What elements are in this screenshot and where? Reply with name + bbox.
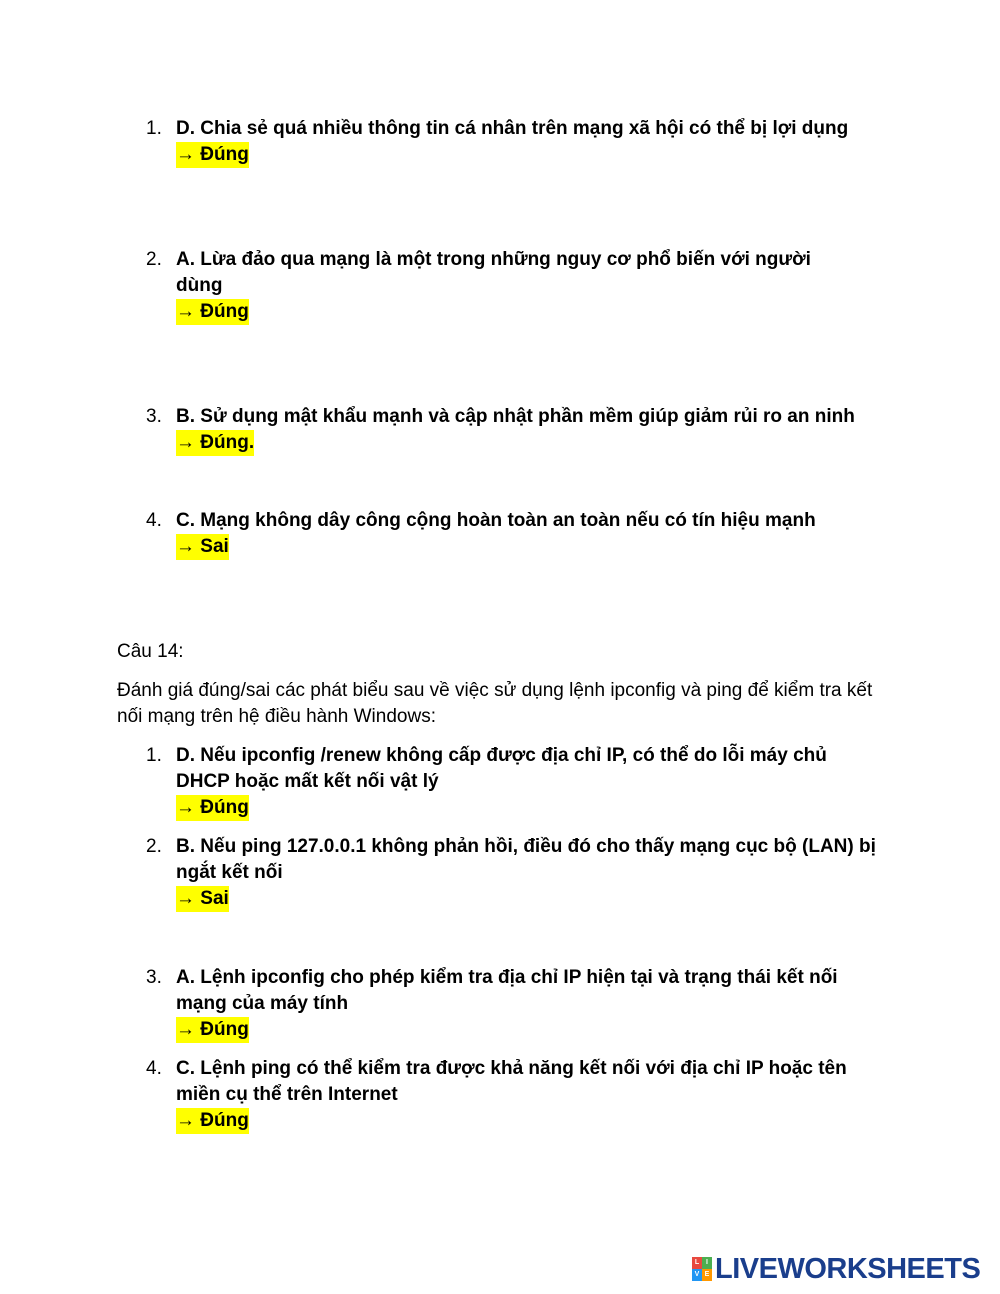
item-number: 3. xyxy=(146,406,162,427)
question-title: Câu 14: xyxy=(117,641,184,662)
item-number: 2. xyxy=(146,249,162,270)
answer-highlight: → Đúng xyxy=(176,299,249,325)
item-body xyxy=(176,247,856,325)
item-number: 4. xyxy=(146,510,162,531)
answer-highlight: → Đúng xyxy=(176,142,249,168)
logo-mark-letter: L xyxy=(692,1257,702,1269)
logo-mark-letter: E xyxy=(702,1269,712,1281)
answer-highlight: → Đúng. xyxy=(176,430,254,456)
statement-text: C. Lệnh ping có thể kiểm tra được khả năng kết nối với địa chỉ IP hoặc tên miền cụ thể trên Internet xyxy=(176,1058,847,1105)
item-body xyxy=(176,116,896,168)
question-prompt: Đánh giá đúng/sai các phát biểu sau về việc sử dụng lệnh ipconfig và ping để kiểm tra kết nối mạng trên hệ điều hành Windows: xyxy=(117,680,873,727)
item-body xyxy=(176,1056,876,1134)
item-body xyxy=(176,965,866,1043)
answer-highlight: → Đúng xyxy=(176,1017,249,1043)
answer-highlight: → Sai xyxy=(176,534,229,560)
liveworksheets-logo xyxy=(692,1254,980,1284)
logo-text: LIVEWORKSHEETS xyxy=(715,1252,981,1285)
logo-mark-letter: V xyxy=(692,1269,702,1281)
statement-text: A. Lừa đảo qua mạng là một trong những nguy cơ phổ biến với người dùng xyxy=(176,249,811,296)
item-body xyxy=(176,404,896,456)
item-number: 2. xyxy=(146,836,162,857)
item-body xyxy=(176,834,881,912)
statement-text: B. Nếu ping 127.0.0.1 không phản hồi, điều đó cho thấy mạng cục bộ (LAN) bị ngắt kết nối xyxy=(176,836,876,883)
statement-text: D. Chia sẻ quá nhiều thông tin cá nhân trên mạng xã hội có thể bị lợi dụng xyxy=(176,118,849,139)
logo-mark-icon xyxy=(692,1257,712,1281)
statement-text: D. Nếu ipconfig /renew không cấp được địa chỉ IP, có thể do lỗi máy chủ DHCP hoặc mất kết nối vật lý xyxy=(176,745,827,792)
item-body xyxy=(176,743,866,821)
statement-text: C. Mạng không dây công cộng hoàn toàn an toàn nếu có tín hiệu mạnh xyxy=(176,510,816,531)
item-body xyxy=(176,508,896,560)
item-number: 3. xyxy=(146,967,162,988)
answer-highlight: → Đúng xyxy=(176,1108,249,1134)
item-number: 1. xyxy=(146,118,162,139)
logo-mark-letter: I xyxy=(702,1257,712,1269)
statement-text: B. Sử dụng mật khẩu mạnh và cập nhật phần mềm giúp giảm rủi ro an ninh xyxy=(176,406,855,427)
item-number: 1. xyxy=(146,745,162,766)
statement-text: A. Lệnh ipconfig cho phép kiểm tra địa chỉ IP hiện tại và trạng thái kết nối mạng của máy tính xyxy=(176,967,838,1014)
answer-highlight: → Sai xyxy=(176,886,229,912)
answer-highlight: → Đúng xyxy=(176,795,249,821)
item-number: 4. xyxy=(146,1058,162,1079)
